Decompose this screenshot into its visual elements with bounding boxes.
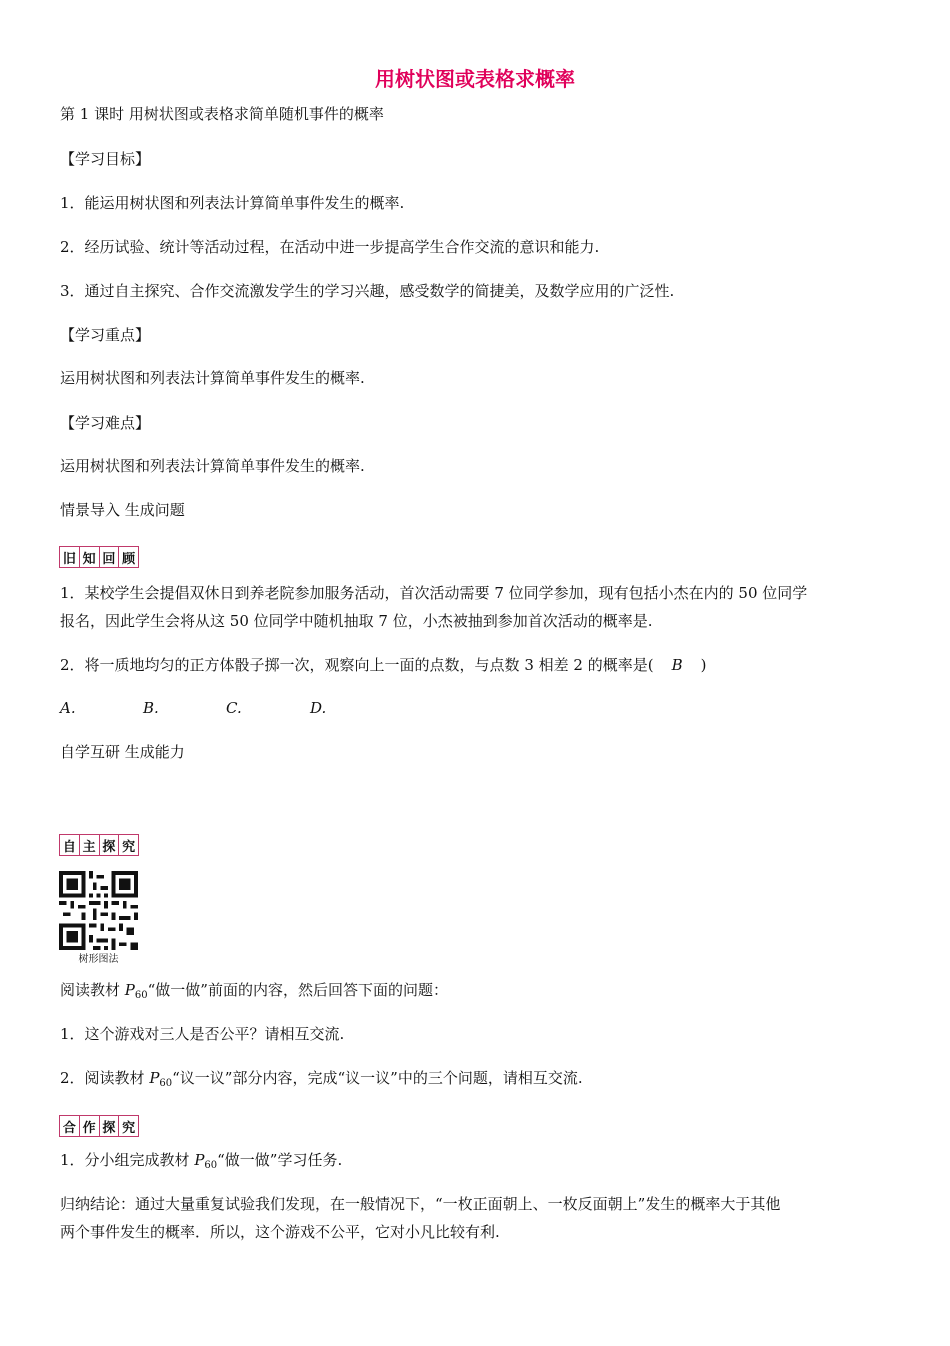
review-badge-char: 顾 (122, 551, 136, 567)
coop-badge-char: 作 (80, 1116, 100, 1136)
coop-item-1 (60, 1150, 342, 1176)
option-a: A. (60, 699, 76, 717)
item2-prefix: 2．阅读教材 (60, 1069, 150, 1087)
read-suffix: “做一做”前面的内容，然后回答下面的问题： (147, 981, 448, 999)
item2-suffix: “议一议”部分内容，完成“议一议”中的三个问题，请相互交流. (172, 1069, 583, 1087)
coop-page-number: 60 (204, 1160, 218, 1171)
explore-badge-char: 究 (122, 839, 136, 855)
review-question-1-line1: 1．某校学生会提倡双休日到养老院参加服务活动，首次活动需要 7 位同学参加，现有包括小杰在内的 50 位同学 (60, 584, 808, 602)
explore-item-1: 1．这个游戏对三人是否公平？请相互交流. (60, 1025, 345, 1043)
coop-item1-prefix: 1．分小组完成教材 (60, 1151, 195, 1169)
document-title: 用树状图或表格求概率 (375, 67, 575, 91)
read-page-p: P (124, 981, 135, 999)
coop-badge-char: 合 (60, 1116, 80, 1136)
lesson-subtitle: 第 1 课时 用树状图或表格求简单随机事件的概率 (60, 105, 384, 123)
coop-conclusion-line2: 两个事件发生的概率．所以，这个游戏不公平，它对小凡比较有利. (60, 1223, 500, 1241)
key-text: 运用树状图和列表法计算简单事件发生的概率. (60, 369, 365, 387)
question-2-close: ) (700, 656, 707, 674)
goal-item-1: 1．能运用树状图和列表法计算简单事件发生的概率. (60, 194, 405, 212)
coop-conclusion-line1: 归纳结论：通过大量重复试验我们发现，在一般情况下，“一枚正面朝上、一枚反面朝上”发生的概率大于其他 (60, 1195, 781, 1213)
explore-badge-char: 自 (60, 835, 80, 855)
option-d: D. (310, 699, 327, 717)
goal-item-3: 3．通过自主探究、合作交流激发学生的学习兴趣，感受数学的简捷美，及数学应用的广泛性. (60, 282, 675, 300)
goal-item-2: 2．经历试验、统计等活动过程，在活动中进一步提高学生合作交流的意识和能力. (60, 238, 600, 256)
coop-item1-suffix: “做一做”学习任务. (217, 1151, 343, 1169)
coop-badge-char: 探 (100, 1116, 120, 1136)
intro-heading: 情景导入 生成问题 (60, 501, 185, 519)
difficulty-text: 运用树状图和列表法计算简单事件发生的概率. (60, 457, 365, 475)
option-b: B. (143, 699, 159, 717)
explore-badge (59, 834, 139, 856)
review-badge-char: 回 (100, 547, 120, 567)
review-question-1-line2: 报名，因此学生会将从这 50 位同学中随机抽取 7 位，小杰被抽到参加首次活动的概率是. (60, 612, 653, 630)
key-heading: 【学习重点】 (60, 326, 151, 344)
explore-badge-char: 主 (80, 835, 100, 855)
explore-item-2 (60, 1068, 583, 1094)
option-c: C. (226, 699, 242, 717)
item2-page-number: 60 (159, 1078, 173, 1089)
read-page-number: 60 (134, 990, 148, 1001)
qr-code-icon[interactable] (59, 871, 138, 950)
difficulty-heading: 【学习难点】 (60, 414, 151, 432)
read-prefix: 阅读教材 (60, 981, 125, 999)
review-question-2 (60, 655, 706, 675)
goals-heading: 【学习目标】 (60, 150, 151, 168)
qr-caption: 树形图法 (78, 954, 119, 965)
review-badge-char: 旧 (60, 547, 80, 567)
item2-page-p: P (149, 1069, 160, 1087)
self-study-heading: 自学互研 生成能力 (60, 743, 185, 761)
coop-badge-char: 究 (122, 1120, 136, 1136)
coop-page-p: P (194, 1151, 205, 1169)
review-badge (59, 546, 139, 568)
review-badge-char: 知 (80, 547, 100, 567)
explore-read-instruction (60, 980, 448, 1006)
coop-badge (59, 1115, 139, 1137)
explore-badge-char: 探 (100, 835, 120, 855)
question-2-text: 2．将一质地均匀的正方体骰子掷一次，观察向上一面的点数，与点数 3 相差 2 的概率是( (60, 656, 654, 674)
question-2-answer: B (671, 656, 683, 674)
